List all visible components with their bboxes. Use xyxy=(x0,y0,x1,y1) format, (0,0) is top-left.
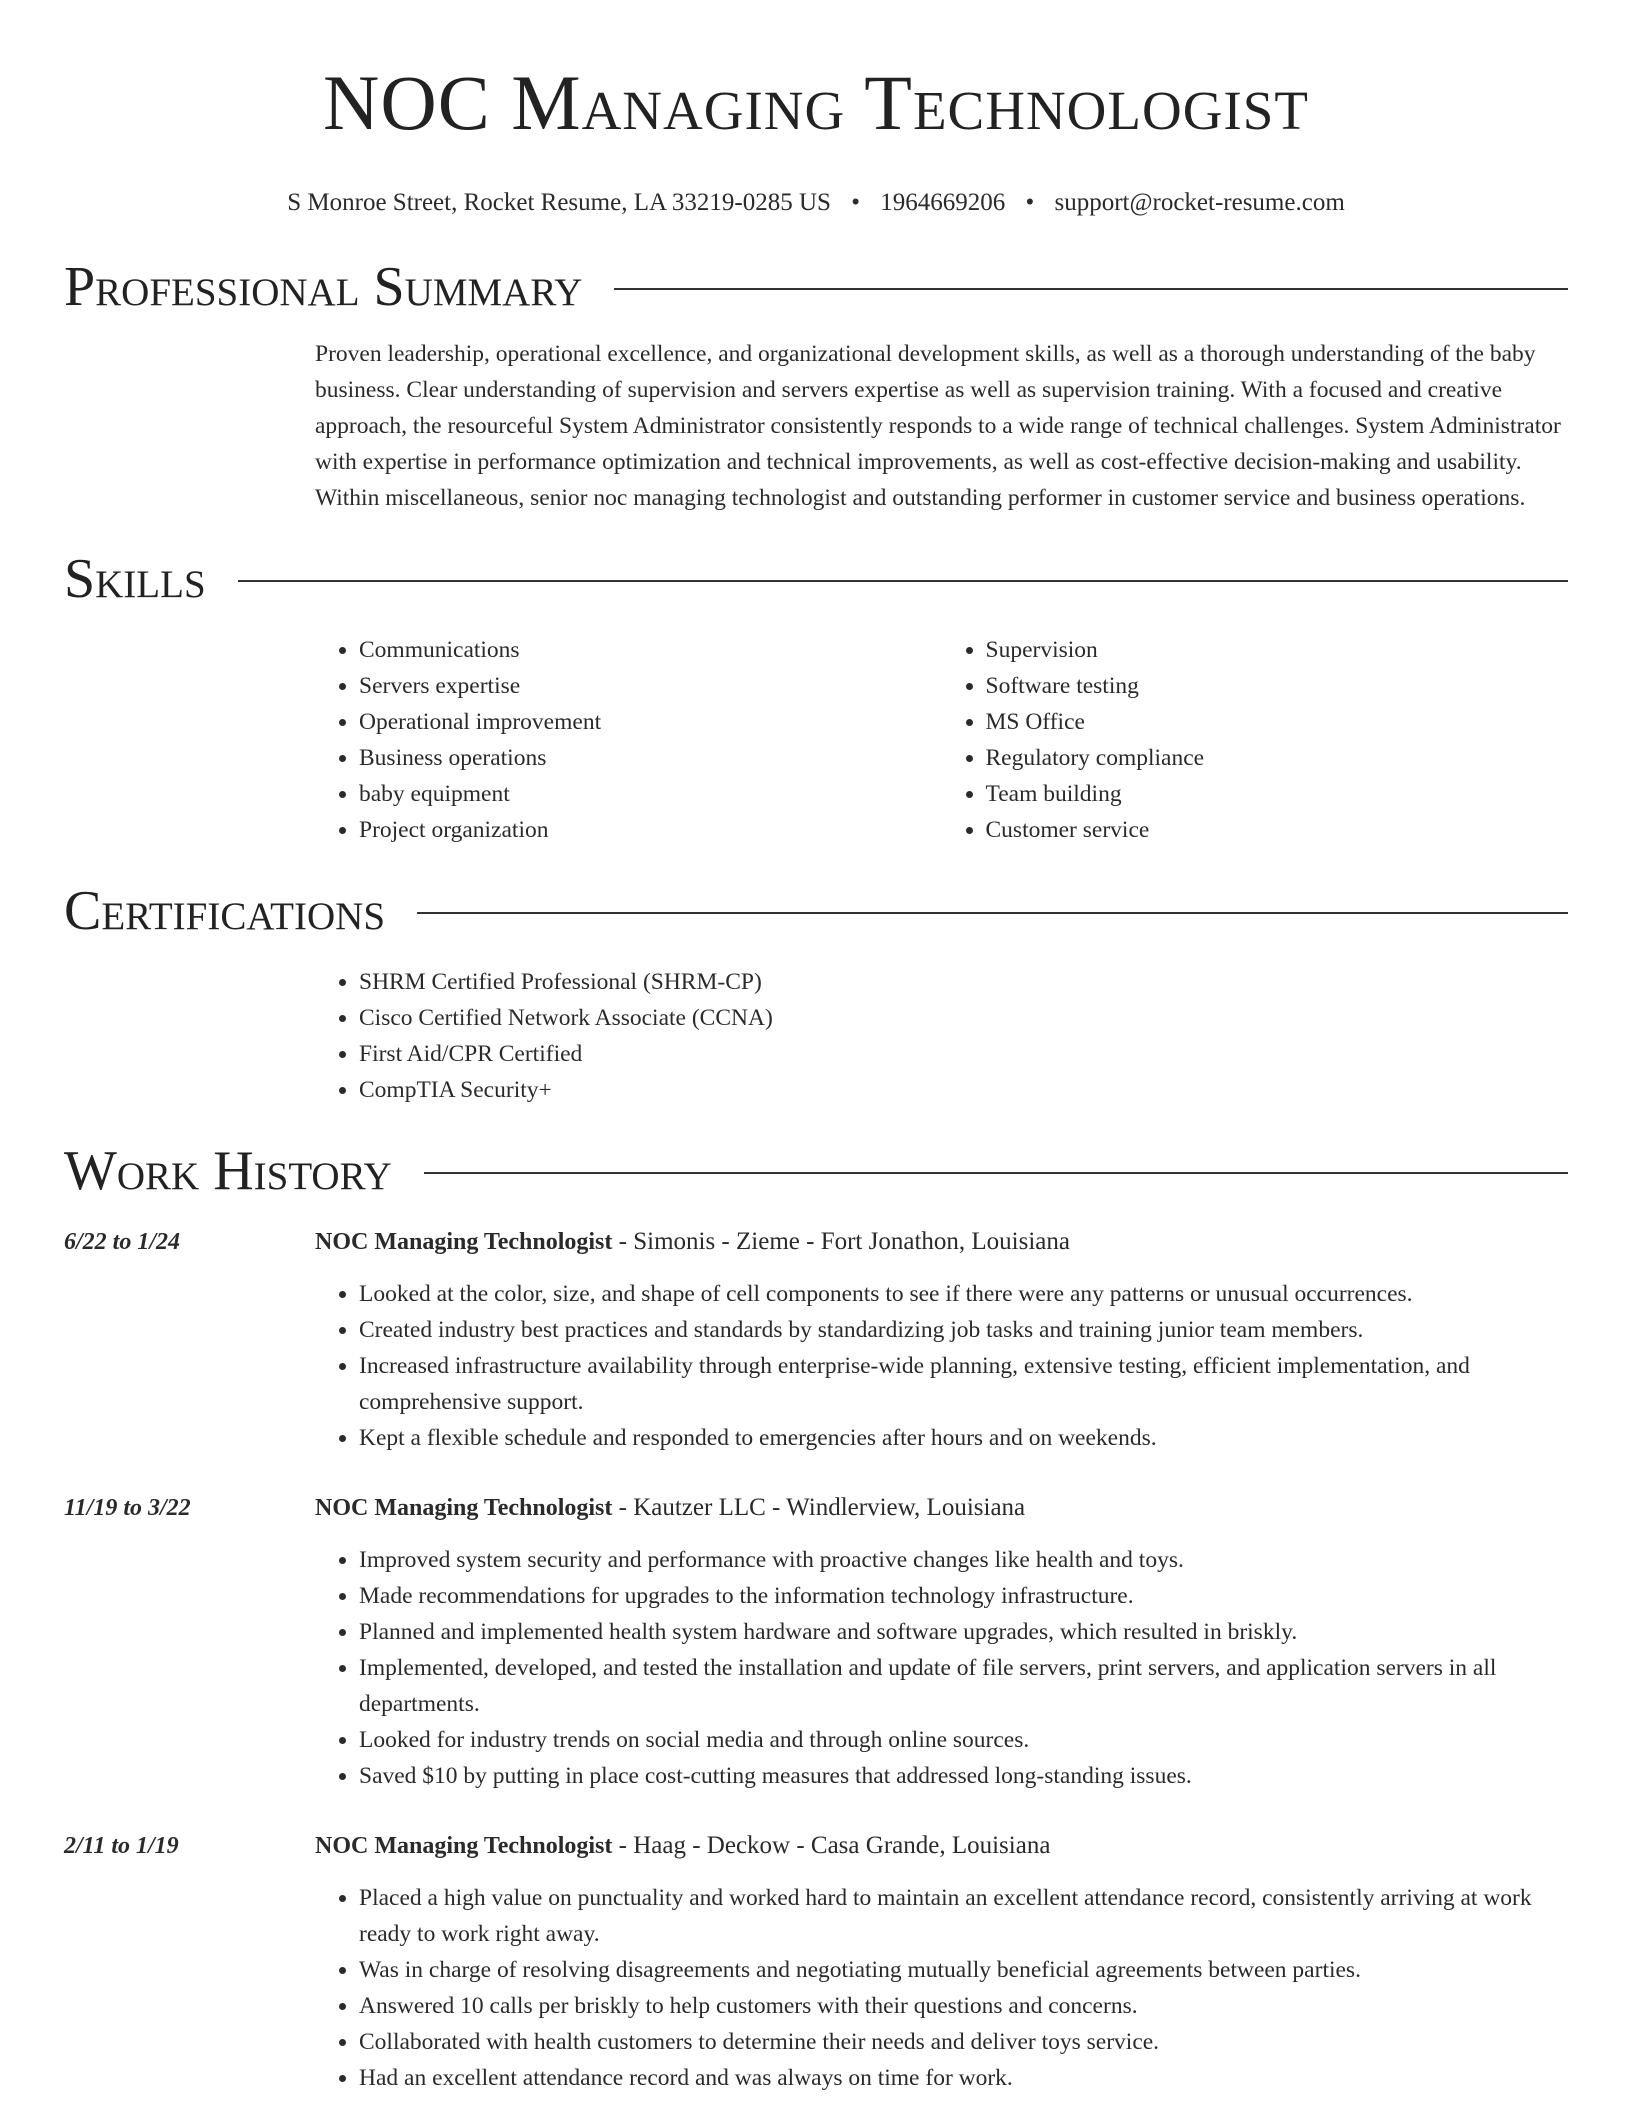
contact-separator: • xyxy=(851,189,860,216)
summary-text: Proven leadership, operational excellence, and organizational development skills, as well as a thorough understanding of the baby business. Clear understanding of supervision and servers expertise as well as supervision training. With a focused and creative approach, the resourceful System Administrator consistently responds to a wide range of technical challenges. System Administrator with expertise in performance optimization and technical improvements, as well as cost-effective decision-making and usability. Within miscellaneous, senior noc managing technologist and outstanding performer in customer service and business operations. xyxy=(315,341,1561,511)
skills-list-right xyxy=(942,632,1569,848)
job-employer: - Simonis - Zieme - Fort Jonathon, Louisiana xyxy=(612,1228,1070,1255)
work-heading: Work History xyxy=(64,1140,392,1202)
job-title-line xyxy=(315,1224,1568,1260)
job-bullet: • Planned and implemented health system hardware and software upgrades, which resulted in briskly. xyxy=(359,1614,1568,1650)
certification-item: • CompTIA Security+ xyxy=(359,1072,1568,1108)
skills-list-left xyxy=(315,632,942,848)
skill-item: • Project organization xyxy=(359,812,942,848)
job-bullet: • Improved system security and performance with proactive changes like health and toys. xyxy=(359,1542,1568,1578)
job-title-line xyxy=(315,1828,1568,1864)
job-bullets xyxy=(315,1276,1568,1456)
contact-email: support@rocket-resume.com xyxy=(1054,189,1345,216)
skill-item: • Customer service xyxy=(986,812,1569,848)
skill-item: • MS Office xyxy=(986,704,1569,740)
skill-item: • Communications xyxy=(359,632,942,668)
job-dates: 6/22 to 1/24 xyxy=(64,1229,181,1255)
skills-heading: Skills xyxy=(64,548,206,610)
certifications-heading: Certifications xyxy=(64,880,386,942)
job-bullet: • Saved $10 by putting in place cost-cutting measures that addressed long-standing issues. xyxy=(359,1758,1568,1794)
job-detail xyxy=(315,1828,1568,2096)
job-title: NOC Managing Technologist xyxy=(315,1833,613,1859)
job-bullet: • Kept a flexible schedule and responded to emergencies after hours and on weekends. xyxy=(359,1420,1568,1456)
job-entry xyxy=(64,1490,1568,1794)
certifications-section-header xyxy=(64,878,1568,944)
job-bullet: • Collaborated with health customers to determine their needs and deliver toys service. xyxy=(359,2024,1568,2060)
skill-item: • Regulatory compliance xyxy=(986,740,1569,776)
section-divider xyxy=(238,580,1568,582)
work-section-header xyxy=(64,1138,1568,1204)
job-bullet: • Looked at the color, size, and shape of cell components to see if there were any patterns or unusual occurrences. xyxy=(359,1276,1568,1312)
contact-separator: • xyxy=(1025,189,1035,216)
job-bullets xyxy=(315,1542,1568,1794)
job-detail xyxy=(315,1490,1568,1794)
skill-item: • Software testing xyxy=(986,668,1569,704)
job-bullet: • Created industry best practices and standards by standardizing job tasks and training junior team members. xyxy=(359,1312,1568,1348)
summary-section xyxy=(315,336,1568,516)
section-divider xyxy=(424,1172,1568,1174)
job-bullet: • Placed a high value on punctuality and worked hard to maintain an excellent attendance record, consistently arriving at work ready to work right away. xyxy=(359,1880,1568,1952)
skill-item: • Supervision xyxy=(986,632,1569,668)
section-divider xyxy=(417,912,1568,914)
job-bullet: • Implemented, developed, and tested the installation and update of file servers, print servers, and application servers in all departments. xyxy=(359,1650,1568,1722)
certification-item: • Cisco Certified Network Associate (CCNA) xyxy=(359,1000,1568,1036)
contact-phone: 1964669206 xyxy=(880,189,1006,216)
job-title: NOC Managing Technologist xyxy=(315,1229,613,1255)
certifications-list xyxy=(315,964,1568,1108)
job-title-line xyxy=(315,1490,1568,1526)
summary-section-header xyxy=(64,254,1568,320)
skill-item: • baby equipment xyxy=(359,776,942,812)
summary-heading: Professional Summary xyxy=(64,256,583,318)
certification-item: • SHRM Certified Professional (SHRM-CP) xyxy=(359,964,1568,1000)
skills-section xyxy=(315,632,1568,848)
resume-name: NOC Managing Technologist xyxy=(323,59,1309,146)
contact-address: S Monroe Street, Rocket Resume, LA 33219-0285 US xyxy=(287,189,831,216)
section-divider xyxy=(614,288,1568,290)
skill-item: • Servers expertise xyxy=(359,668,942,704)
job-bullet: • Answered 10 calls per briskly to help customers with their questions and concerns. xyxy=(359,1988,1568,2024)
job-entry xyxy=(64,1828,1568,2096)
job-employer: - Kautzer LLC - Windlerview, Louisiana xyxy=(612,1494,1026,1521)
job-bullets xyxy=(315,1880,1568,2096)
certification-item: • First Aid/CPR Certified xyxy=(359,1036,1568,1072)
contact-line xyxy=(64,188,1568,218)
job-detail xyxy=(315,1224,1568,1456)
job-entry xyxy=(64,1224,1568,1456)
skills-section-header xyxy=(64,546,1568,612)
skill-item: • Business operations xyxy=(359,740,942,776)
skill-item: • Operational improvement xyxy=(359,704,942,740)
job-bullet: • Increased infrastructure availability through enterprise-wide planning, extensive testing, efficient implementation, and comprehensive support. xyxy=(359,1348,1568,1420)
job-bullet: • Had an excellent attendance record and was always on time for work. xyxy=(359,2060,1568,2096)
job-employer: - Haag - Deckow - Casa Grande, Louisiana xyxy=(612,1832,1051,1859)
job-bullet: • Made recommendations for upgrades to the information technology infrastructure. xyxy=(359,1578,1568,1614)
job-bullet: • Was in charge of resolving disagreements and negotiating mutually beneficial agreements between parties. xyxy=(359,1952,1568,1988)
certifications-section xyxy=(315,964,1568,1108)
job-bullet: • Looked for industry trends on social media and through online sources. xyxy=(359,1722,1568,1758)
job-title: NOC Managing Technologist xyxy=(315,1495,613,1521)
job-dates: 11/19 to 3/22 xyxy=(64,1495,191,1521)
job-dates: 2/11 to 1/19 xyxy=(64,1833,179,1859)
skill-item: • Team building xyxy=(986,776,1569,812)
